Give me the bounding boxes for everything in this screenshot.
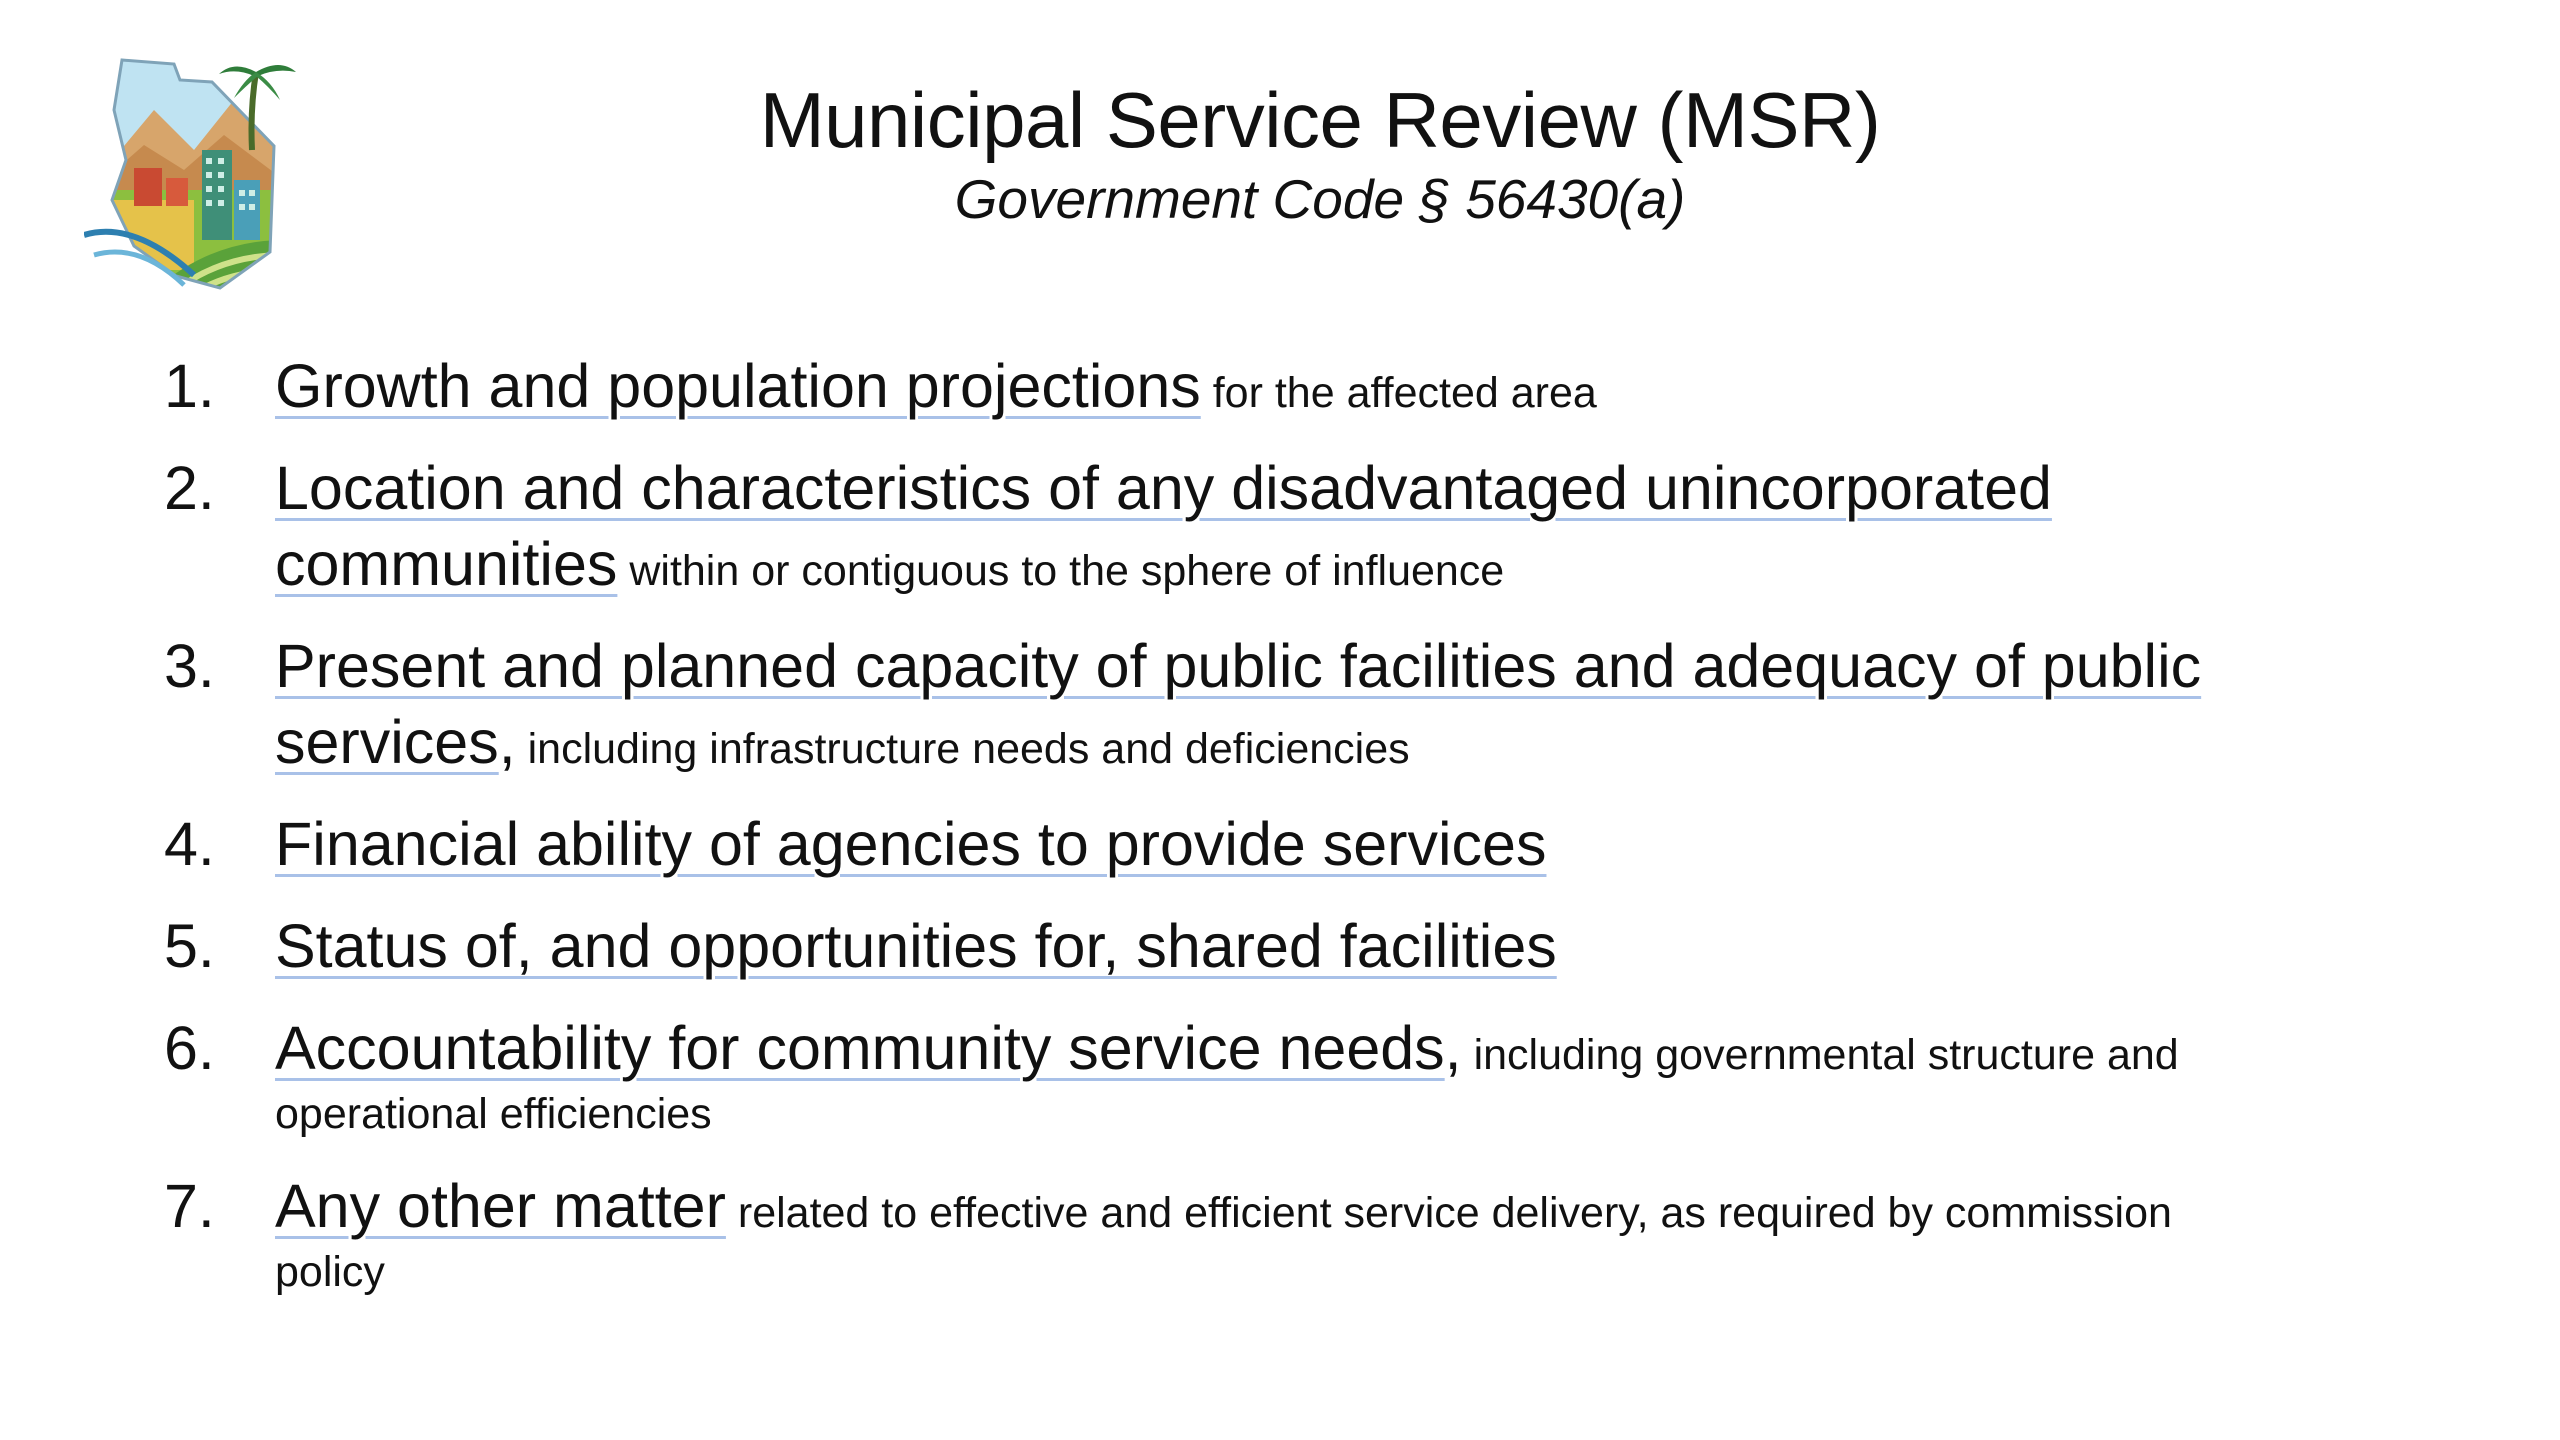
item-heading: Growth and population projections <box>275 352 1201 420</box>
item-detail: within or contiguous to the sphere of influence <box>617 547 1505 595</box>
item-number: 6. <box>164 1014 215 1082</box>
item-comma: , <box>498 708 516 776</box>
item-text <box>275 806 2395 882</box>
item-detail-cont: operational efficiencies <box>275 1090 712 1138</box>
item-comma: , <box>1444 1014 1462 1082</box>
item-detail: including infrastructure needs and deficiencies <box>515 725 1410 773</box>
item-heading-cont: services <box>275 708 499 776</box>
slide-subtitle: Government Code § 56430(a) <box>954 168 1686 230</box>
item-heading: Location and characteristics of any disadvantaged unincorporated <box>275 454 2052 522</box>
item-text <box>275 1168 2395 1300</box>
item-text <box>275 348 2395 424</box>
item-detail-cont: policy <box>275 1248 385 1296</box>
item-number: 4. <box>164 810 215 878</box>
item-number: 7. <box>164 1172 215 1240</box>
item-detail: including governmental structure and <box>1461 1031 2179 1079</box>
item-text <box>275 1010 2395 1142</box>
item-heading: Any other matter <box>275 1172 726 1240</box>
slide-title: Municipal Service Review (MSR) <box>759 76 1881 164</box>
item-number: 5. <box>164 912 215 980</box>
item-text <box>275 908 2395 984</box>
item-text <box>275 450 2395 602</box>
item-heading: Accountability for community service needs <box>275 1014 1445 1082</box>
item-number: 3. <box>164 632 215 700</box>
item-detail: for the affected area <box>1200 369 1597 417</box>
item-heading: Present and planned capacity of public facilities and adequacy of public <box>275 632 2202 700</box>
item-number: 1. <box>164 352 215 420</box>
item-heading-cont: communities <box>275 530 618 598</box>
item-heading: Financial ability of agencies to provide services <box>275 810 1547 878</box>
item-heading: Status of, and opportunities for, shared facilities <box>275 912 1557 980</box>
item-text <box>275 628 2395 780</box>
item-number: 2. <box>164 454 215 522</box>
item-detail: related to effective and efficient service delivery, as required by commission <box>725 1189 2172 1237</box>
